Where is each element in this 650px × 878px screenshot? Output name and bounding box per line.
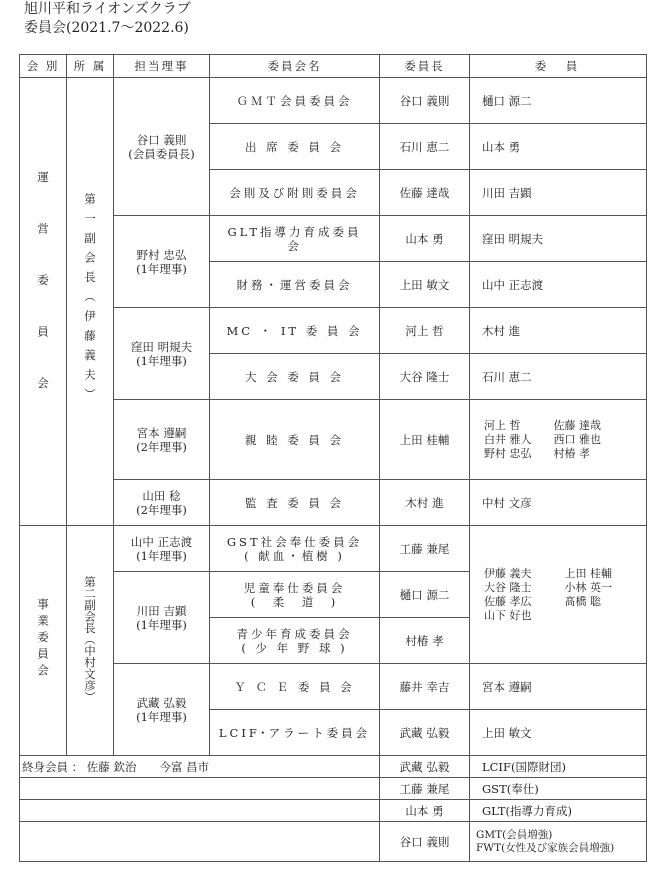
footer-row [20,822,647,862]
chair: 山本 勇 [380,216,470,262]
footer-blank [20,822,380,862]
chair: 河上 哲 [380,308,470,354]
header-shozoku: 所 属 [67,55,114,78]
director-cell: 武藏 弘毅 (1年理事) [114,664,210,756]
group-unei-cell [20,78,67,526]
table-row [20,526,647,572]
committee-name: 児童奉仕委員会 ( 柔 道 ) [210,572,380,618]
director-cell: 野村 忠弘 (1年理事) [114,216,210,308]
chair: 樋口 源二 [380,572,470,618]
header-tanto: 担当理事 [114,55,210,78]
committee-period: 委員会(2021.7～2022.6) [24,20,189,36]
lifetime-members: 終身会員 ： 佐藤 欽治 今富 昌市 [20,756,380,778]
group-fuku1-cell [67,78,114,526]
committee-name: GST社会奉仕委員会 ( 献血・植樹 ) [210,526,380,572]
chair: 佐藤 達哉 [380,170,470,216]
members: 木村 進 [470,308,647,354]
director-cell: 谷口 義則 (会員委員長) [114,78,210,216]
chair: 木村 進 [380,480,470,526]
members: 山本 勇 [470,124,647,170]
members: 上田 敏文 [470,710,647,756]
group-jigyou-cell [20,526,67,756]
committee-name: ＧＭＴ会員委員会 [210,78,380,124]
coordinator-name: 谷口 義則 [380,822,470,862]
members: 石川 恵二 [470,354,647,400]
committee-name: GLT指導力育成委員 会 [210,216,380,262]
members: 川田 吉顕 [470,170,647,216]
table-row [20,480,647,526]
header-kaibetsu: 会 別 [20,55,67,78]
committee-name: 青少年育成委員会 ( 少 年 野 球 ) [210,618,380,664]
committee-name: LCIF･アラート委員会 [210,710,380,756]
footer-row [20,800,647,822]
committee-name: 出 席 委 員 会 [210,124,380,170]
group-fuku1: 第一副会長︵伊藤義夫︶ [83,192,97,408]
footer-blank [20,800,380,822]
group-fuku2: 第二副会長︵中村文彦︶ [83,575,97,703]
director-cell: 川田 吉顕 (1年理事) [114,572,210,664]
committee-name: Ｙ Ｃ Ｅ 委 員 会 [210,664,380,710]
footer-blank [20,778,380,800]
coordinator-name: 武藏 弘毅 [380,756,470,778]
chair: 上田 敏文 [380,262,470,308]
header-row [20,55,647,78]
table-row [20,216,647,262]
members: 中村 文彦 [470,480,647,526]
members: 樋口 源二 [470,78,647,124]
director-cell: 宮本 遵嗣 (2年理事) [114,400,210,480]
table-row [20,400,647,480]
table-row [20,308,647,354]
group-fuku2-cell [67,526,114,756]
director-cell: 山中 正志渡 (1年理事) [114,526,210,572]
director-cell: 窪田 明規夫 (1年理事) [114,308,210,400]
coordinator-role: GMT(会員増強) FWT(女性及び家族会員増強) [470,822,647,862]
committee-name: 財務・運営委員会 [210,262,380,308]
committee-name: MC ・ IT 委 員 会 [210,308,380,354]
header-iin: 委 員 [470,55,647,78]
group-jigyou: 事業委員会 [36,597,50,681]
members: 山中 正志渡 [470,262,647,308]
chair: 藤井 幸吉 [380,664,470,710]
committee-table [19,54,647,862]
director-cell: 山田 稔 (2年理事) [114,480,210,526]
coordinator-role: GST(奉仕) [470,778,647,800]
chair: 大谷 隆士 [380,354,470,400]
coordinator-role: LCIF(国際財団) [470,756,647,778]
footer-row [20,756,647,778]
committee-name: 大 会 委 員 会 [210,354,380,400]
committee-name: 会則及び附則委員会 [210,170,380,216]
committee-name: 親 睦 委 員 会 [210,400,380,480]
coordinator-name: 工藤 兼尾 [380,778,470,800]
members: 窪田 明規夫 [470,216,647,262]
chair: 石川 恵二 [380,124,470,170]
chair: 上田 桂輔 [380,400,470,480]
committee-name: 監 査 委 員 会 [210,480,380,526]
header-iinkai: 委員会名 [210,55,380,78]
coordinator-name: 山本 勇 [380,800,470,822]
members: 伊藤 義夫 上田 桂輔 大谷 隆士 小林 英一 佐藤 孝広 髙橋 聡 山下 好也 [470,526,647,664]
chair: 谷口 義則 [380,78,470,124]
document-title [24,0,191,38]
members: 宮本 遵嗣 [470,664,647,710]
chair: 工藤 兼尾 [380,526,470,572]
chair: 武藏 弘毅 [380,710,470,756]
table-row [20,78,647,124]
members: 河上 哲 佐藤 達哉 白井 雅人 西口 雅也 野村 忠弘 村椿 孝 [470,400,647,480]
footer-row [20,778,647,800]
header-iincho: 委員長 [380,55,470,78]
chair: 村椿 孝 [380,618,470,664]
table-row [20,664,647,710]
coordinator-role: GLT(指導力育成) [470,800,647,822]
group-unei: 運営委員会 [36,171,50,429]
club-name: 旭川平和ライオンズクラブ [24,1,191,17]
